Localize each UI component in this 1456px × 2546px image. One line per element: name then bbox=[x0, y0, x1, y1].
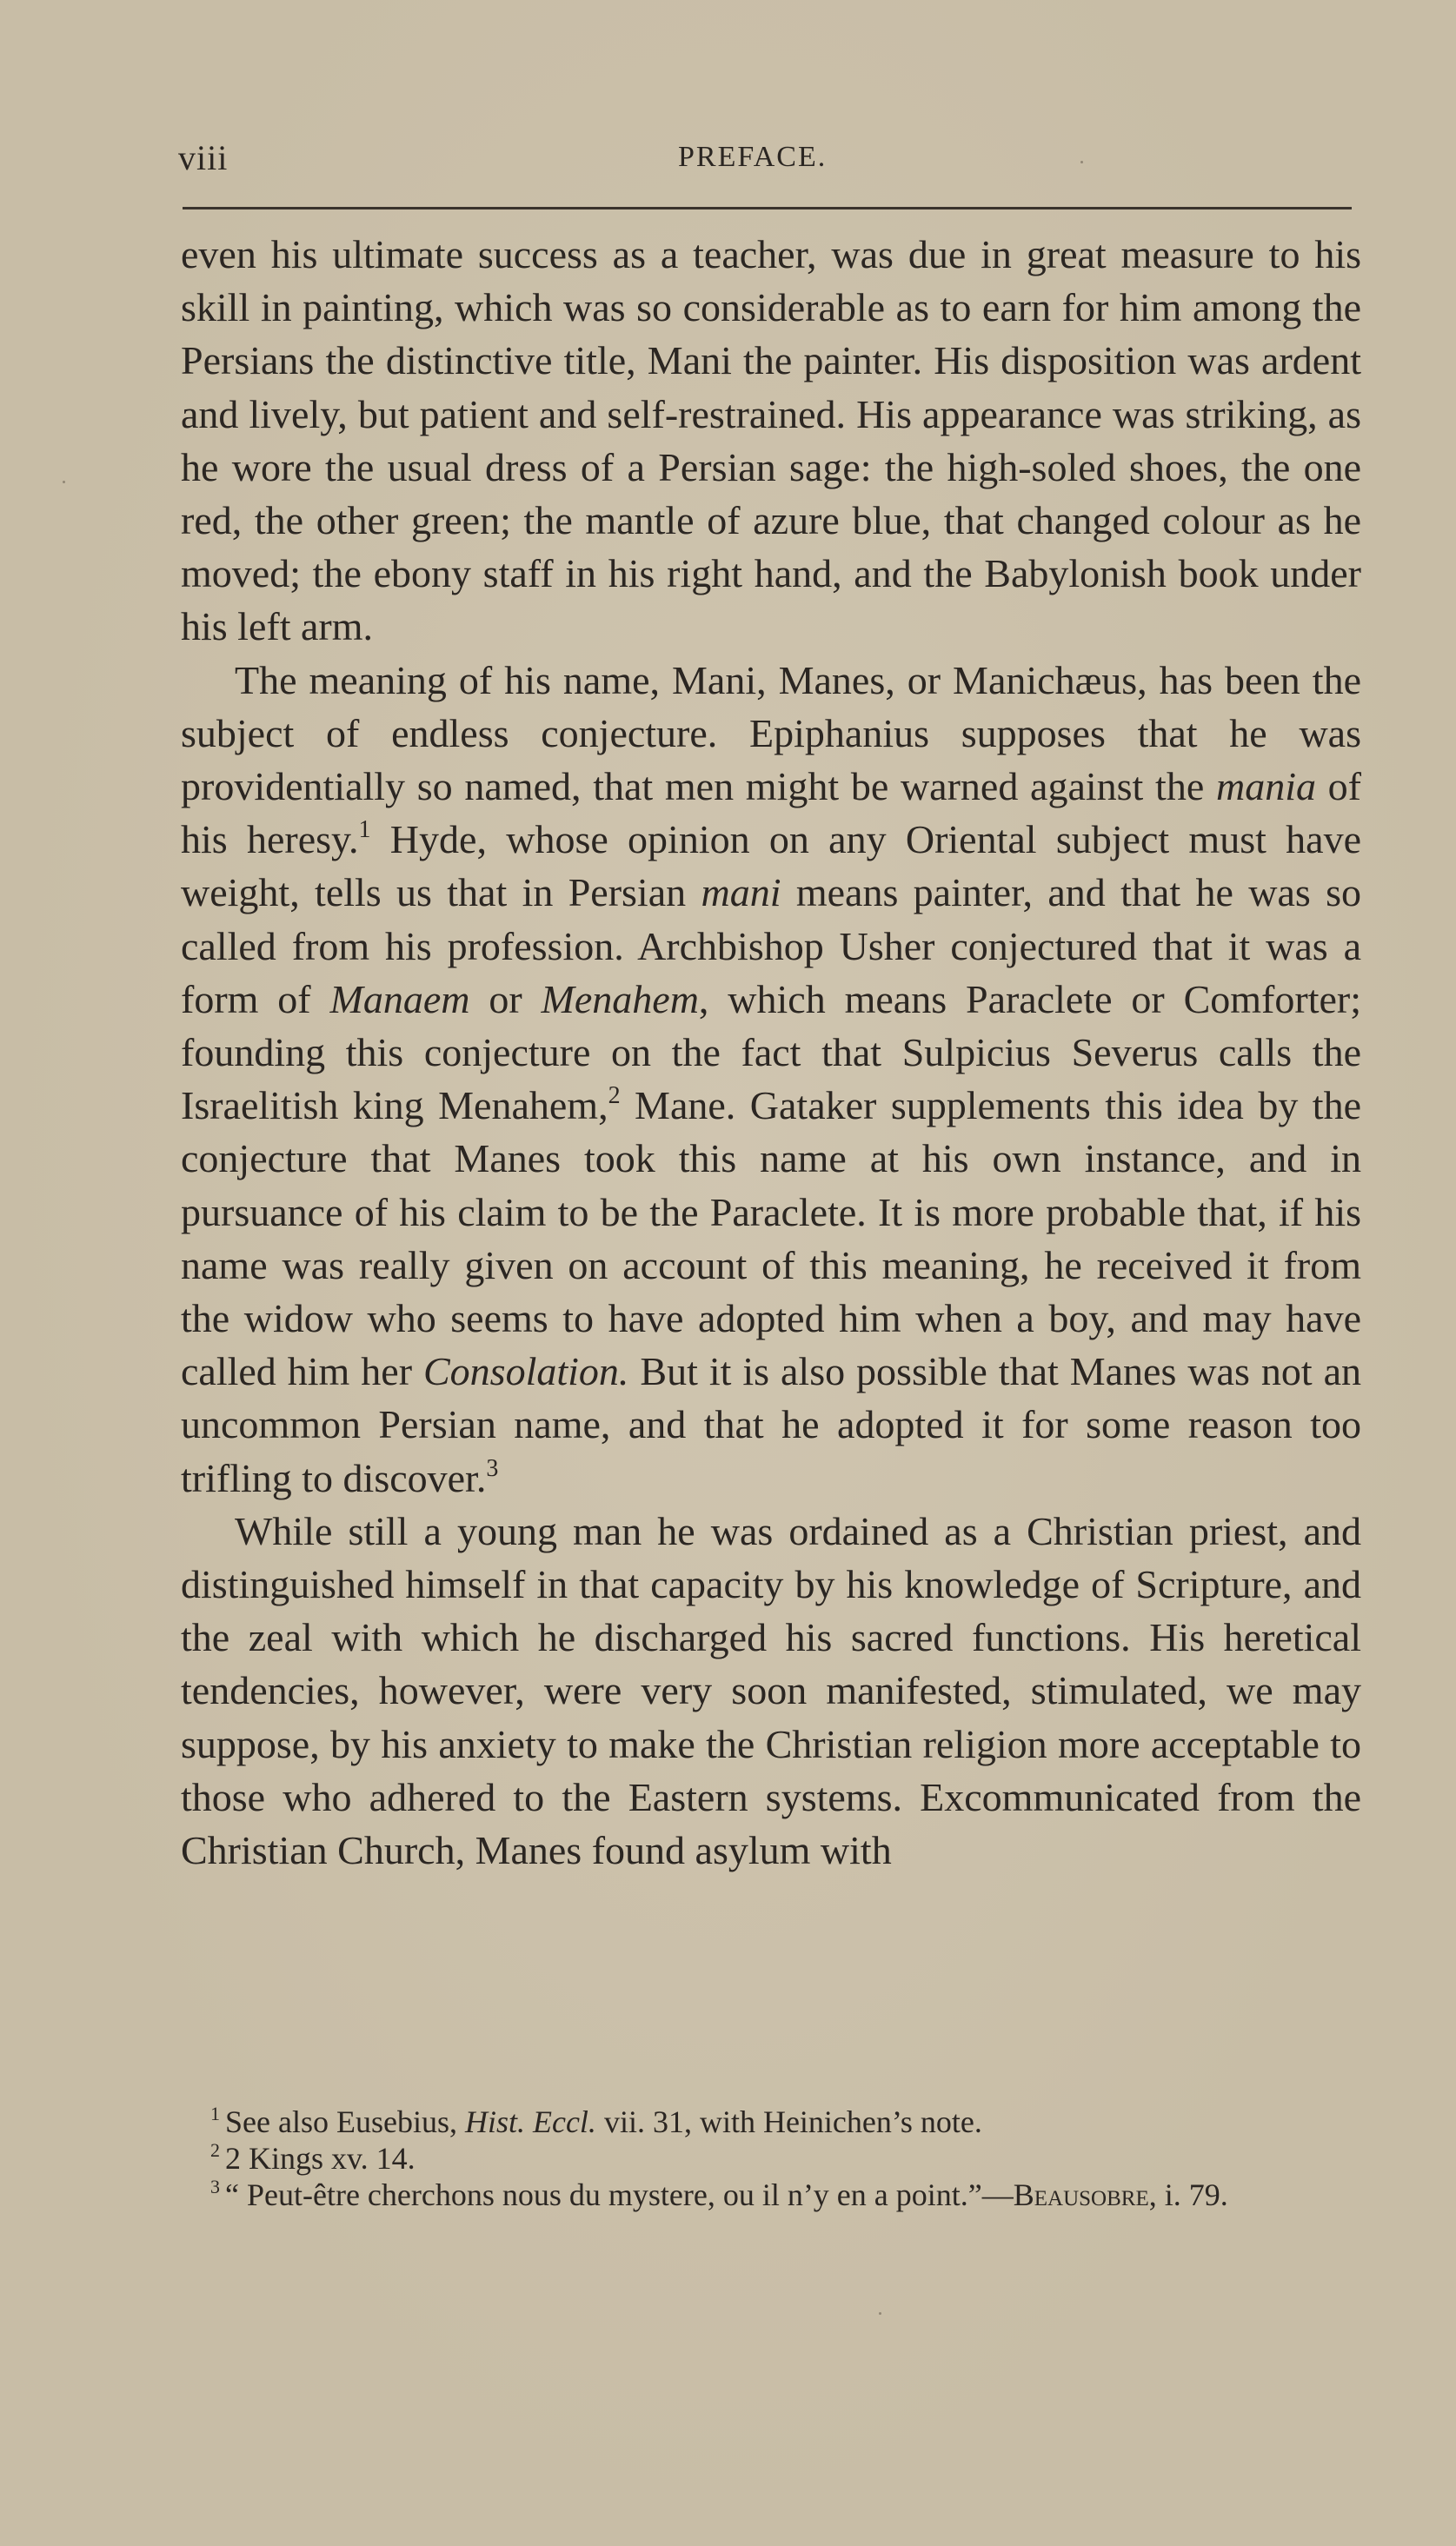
footnote-mark: 3 bbox=[210, 2176, 220, 2197]
italic-text: Manaem bbox=[329, 976, 470, 1021]
header-rule bbox=[183, 207, 1352, 209]
text-segment: See also Eusebius, bbox=[225, 2104, 465, 2139]
footnote-reference: 1 bbox=[358, 816, 371, 844]
footnote-reference: 2 bbox=[608, 1082, 621, 1110]
footnote bbox=[181, 2104, 1361, 2140]
text-segment: “ Peut-être cherchons nous du mystere, ou il n’y en a point.”— bbox=[225, 2177, 1014, 2212]
footnote-reference: 3 bbox=[486, 1454, 499, 1482]
page-number: viii bbox=[178, 138, 229, 177]
footnotes bbox=[181, 2104, 1361, 2213]
text-segment: , which means Paraclete or Comforter; founding this conjecture on the fact that Sulpicius Severus calls the Israelitish king Menahem, bbox=[181, 976, 1361, 1128]
text-segment: 2 Kings xv. 14. bbox=[225, 2141, 416, 2176]
text-segment: Hyde, whose opinion on any Oriental subject must have weight, tells us that in Persian bbox=[181, 817, 1361, 915]
text-segment: But it is also possible that Manes was not an uncommon Persian name, and that he adopted it for some reason too trifling to discover. bbox=[181, 1349, 1361, 1500]
text-segment: , i. 79. bbox=[1148, 2177, 1228, 2212]
text-segment: The meaning of his name, Mani, Manes, or Manichæus, has been the subject of endless conjecture. Epiphanius supposes that he was providentially so named, that men might be warned against the bbox=[181, 657, 1361, 809]
paragraph bbox=[181, 1505, 1361, 1877]
italic-text: Menahem bbox=[541, 976, 699, 1021]
text-segment: While still a young man he was ordained as a Christian priest, and distinguished himself in that capacity by his knowledge of Scripture, and the zeal with which he discharged his sacred functions. His heretical tendencies, however, were very soon manifested, stimulated, we may suppose, by his anxiety to make the Christian religion more acceptable to those who adhered to the Eastern systems. Excommunicated from the Christian Church, Manes found asylum with bbox=[181, 1508, 1361, 1873]
italic-text: Consolation. bbox=[423, 1349, 629, 1394]
author-name: Beausobre bbox=[1013, 2177, 1149, 2212]
italic-text: Hist. Eccl. bbox=[464, 2104, 596, 2139]
paper-speck bbox=[879, 2312, 881, 2315]
text-segment: means painter, and that he was so called from his profession. Archbishop Usher conjectured that it was a form of bbox=[181, 870, 1362, 1021]
paragraph bbox=[181, 654, 1361, 1505]
text-segment: even his ultimate success as a teacher, was due in great measure to his skill in painting, which was so considerable as to earn for him among the Persians the distinctive title, Mani the painter. His disposition was ardent and lively, but patient and self-restrained. His appearance was striking, as he wore the usual dress of a Persian sage: the high-soled shoes, the one red, the other green; the mantle of azure blue, that changed colour as he moved; the ebony staff in his right hand, and the Babylonish book under his left arm. bbox=[181, 232, 1361, 649]
page-title: PREFACE. bbox=[678, 141, 828, 173]
text-segment: or bbox=[469, 976, 542, 1021]
paragraph bbox=[181, 228, 1361, 654]
footnote-mark: 2 bbox=[210, 2139, 220, 2161]
italic-text: mani bbox=[701, 870, 781, 915]
footnote bbox=[181, 2177, 1361, 2213]
text-segment: Mane. Gataker supplements this idea by the conjecture that Manes took this name at his own instance, and in pursuance of his claim to be the Paraclete. It is more probable that, if his name was really given on account of this meaning, he received it from the widow who seems to have adopted him when a boy, and may have called him her bbox=[181, 1083, 1362, 1394]
paper-speck bbox=[63, 481, 65, 483]
text-segment: of his heresy. bbox=[181, 764, 1361, 862]
footnote-mark: 1 bbox=[210, 2103, 220, 2124]
running-head bbox=[178, 137, 1360, 189]
paper-speck bbox=[1080, 161, 1083, 163]
italic-text: mania bbox=[1215, 764, 1316, 809]
body-text bbox=[181, 228, 1361, 1877]
text-segment: vii. 31, with Heinichen’s note. bbox=[595, 2104, 982, 2139]
footnote bbox=[181, 2140, 1361, 2177]
